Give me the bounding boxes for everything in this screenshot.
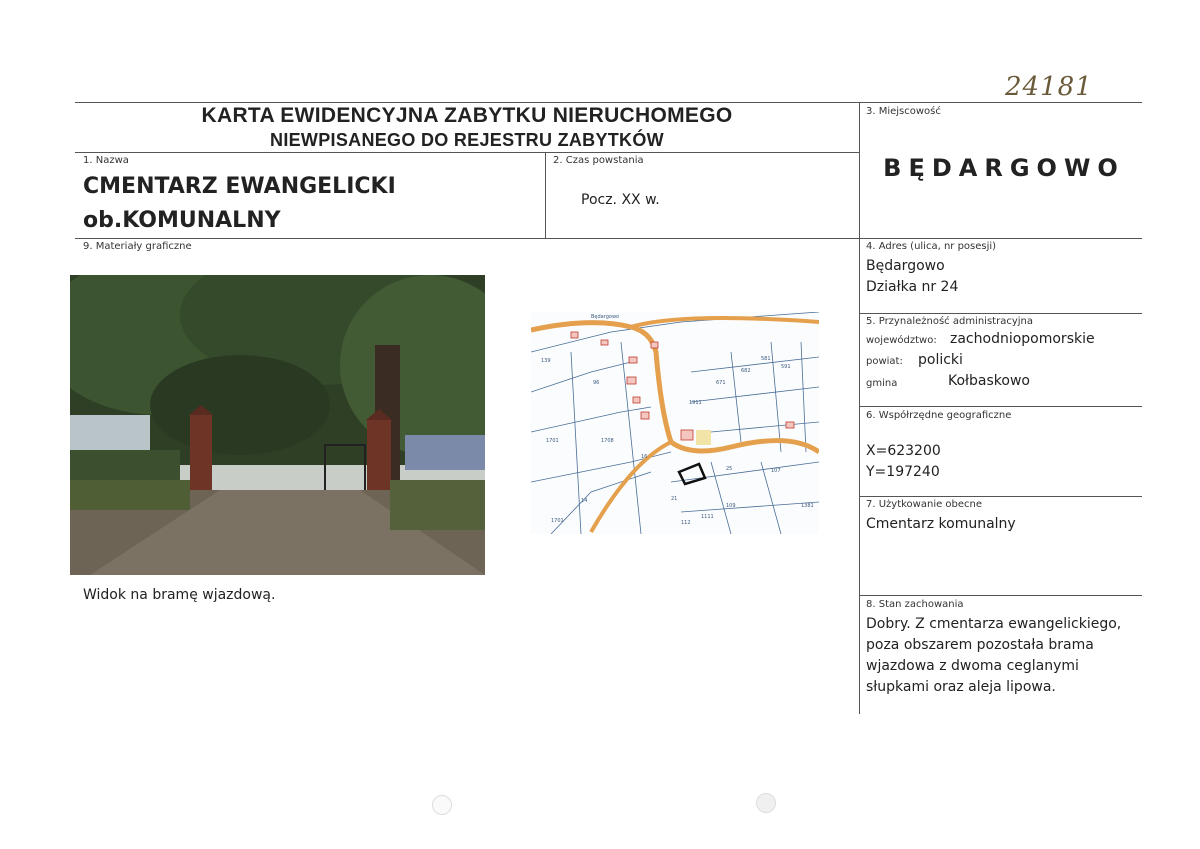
- svg-text:1701: 1701: [546, 438, 559, 444]
- address-label: 4. Adres (ulica, nr posesji): [866, 241, 997, 252]
- address-line2: Działka nr 24: [866, 279, 959, 295]
- name-label: 1. Nazwa: [83, 155, 129, 166]
- svg-text:112: 112: [681, 520, 691, 526]
- gate-photo: [70, 275, 485, 575]
- right-column-divider: [859, 102, 860, 714]
- title-divider: [75, 152, 859, 153]
- condition-line2: poza obszarem pozostała brama: [866, 637, 1094, 653]
- voivodeship-value: zachodniopomorskie: [950, 331, 1095, 347]
- svg-text:581: 581: [761, 356, 771, 362]
- svg-text:671: 671: [716, 380, 726, 386]
- registry-number: 24181: [1005, 72, 1093, 102]
- date-value: Pocz. XX w.: [581, 192, 660, 208]
- voivodeship-label: województwo:: [866, 335, 937, 346]
- condition-line4: słupkami oraz aleja lipowa.: [866, 679, 1056, 695]
- commune-label: gmina: [866, 378, 898, 389]
- svg-text:16: 16: [641, 454, 648, 460]
- address-line1: Będargowo: [866, 258, 945, 274]
- svg-text:107: 107: [771, 468, 781, 474]
- condition-line1: Dobry. Z cmentarza ewangelickiego,: [866, 616, 1122, 632]
- monument-name-alt: ob.KOMUNALNY: [83, 208, 281, 233]
- coords-label: 6. Współrzędne geograficzne: [866, 410, 1012, 421]
- punch-hole-right: [756, 793, 776, 813]
- cadastral-map: [531, 312, 819, 534]
- svg-text:1381: 1381: [801, 503, 814, 509]
- svg-text:1911: 1911: [689, 400, 702, 406]
- svg-text:1111: 1111: [701, 514, 714, 520]
- punch-hole-left: [432, 795, 452, 815]
- monument-name: CMENTARZ EWANGELICKI: [83, 174, 396, 199]
- svg-text:21: 21: [671, 496, 678, 502]
- photo-caption: Widok na bramę wjazdową.: [83, 587, 276, 603]
- coord-y: Y=197240: [866, 464, 940, 480]
- admin-label: 5. Przynależność administracyjna: [866, 316, 1033, 327]
- svg-text:25: 25: [726, 466, 733, 472]
- frame-top-line: [75, 102, 1142, 103]
- svg-text:96: 96: [593, 380, 600, 386]
- graphics-label: 9. Materiały graficzne: [83, 241, 192, 252]
- address-divider: [859, 313, 1142, 314]
- condition-line3: wjazdowa z dwoma ceglanymi: [866, 658, 1079, 674]
- cadastral-map-image: [531, 312, 819, 534]
- commune-value: Kołbaskowo: [948, 373, 1030, 389]
- condition-label: 8. Stan zachowania: [866, 599, 964, 610]
- admin-divider: [859, 406, 1142, 407]
- svg-text:682: 682: [741, 368, 751, 374]
- gate-photo-image: [70, 275, 485, 575]
- locality-label: 3. Miejscowość: [866, 106, 941, 117]
- document-title: KARTA EWIDENCYJNA ZABYTKU NIERUCHOMEGO: [201, 104, 733, 127]
- name-date-divider: [545, 152, 546, 238]
- coords-divider: [859, 496, 1142, 497]
- county-label: powiat:: [866, 356, 903, 367]
- date-label: 2. Czas powstania: [553, 155, 644, 166]
- svg-text:1701: 1701: [551, 518, 564, 524]
- county-value: policki: [918, 352, 963, 368]
- svg-text:14: 14: [581, 498, 588, 504]
- locality-value: BĘDARGOWO: [883, 154, 1125, 182]
- svg-text:591: 591: [781, 364, 791, 370]
- svg-text:139: 139: [541, 358, 551, 364]
- usage-label: 7. Użytkowanie obecne: [866, 499, 983, 510]
- header-bottom-line: [75, 238, 1142, 239]
- document-subtitle: NIEWPISANEGO DO REJESTRU ZABYTKÓW: [270, 130, 664, 150]
- svg-text:1708: 1708: [601, 438, 614, 444]
- usage-value: Cmentarz komunalny: [866, 516, 1016, 532]
- svg-text:Będargowo: Będargowo: [591, 314, 620, 320]
- svg-text:109: 109: [726, 503, 736, 509]
- usage-divider: [859, 595, 1142, 596]
- coord-x: X=623200: [866, 443, 941, 459]
